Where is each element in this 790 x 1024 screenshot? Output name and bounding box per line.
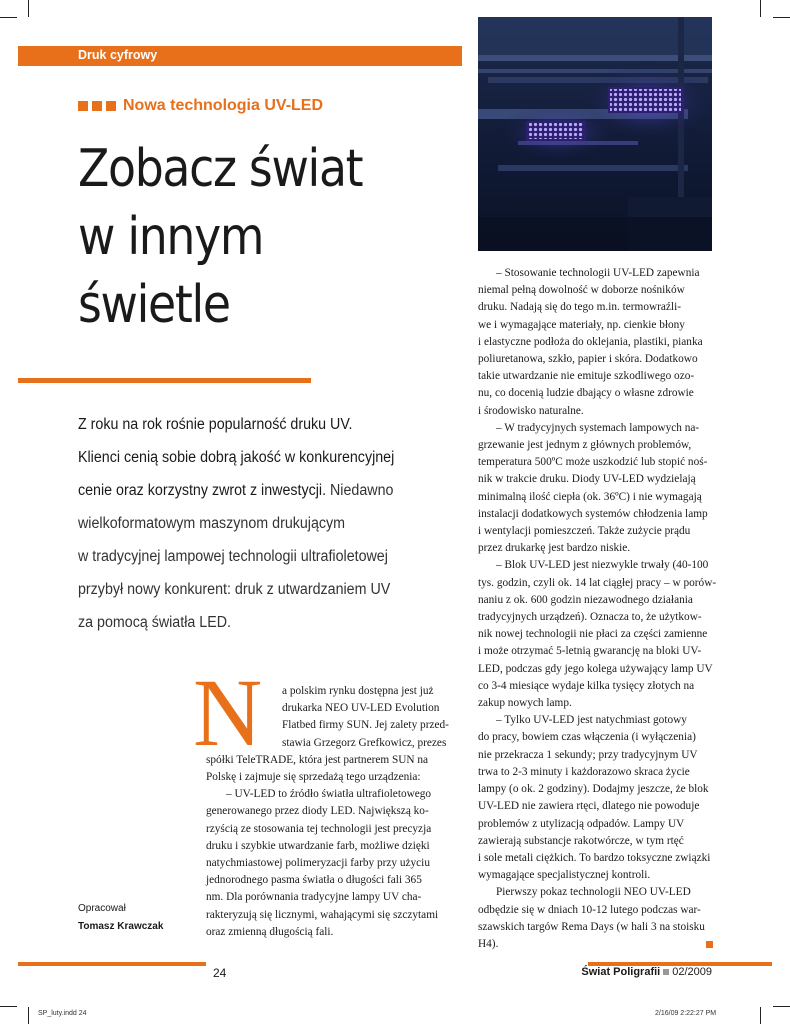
- body-line: grzewanie jest jednym z głównych problemów,: [478, 439, 692, 452]
- print-slug-date: 2/16/09 2:22:27 PM: [655, 1010, 717, 1017]
- body-line: Flatbed firmy SUN. Jej zalety przed-: [282, 719, 449, 732]
- lead-line: za pomocą światła LED.: [78, 614, 231, 631]
- body-line: nu, co docenią ludzie dbający o własne zdrowie: [478, 387, 694, 400]
- square-bullet-icon: [106, 101, 116, 111]
- author-name: Tomasz Krawczak: [78, 921, 164, 932]
- body-line: do pracy, bowiem czas włączenia (i wyłączenia): [478, 731, 696, 744]
- author-credit: [78, 900, 163, 936]
- crop-mark: [0, 17, 17, 18]
- body-line: druku i szybkie utwardzanie farb, możliwe dzięki: [206, 839, 430, 852]
- lead-line-part: Niedawno: [330, 482, 394, 499]
- article-lead: [78, 408, 428, 639]
- body-line: H4).: [478, 936, 713, 953]
- body-line: i środowisko naturalne.: [478, 404, 584, 417]
- kicker: [78, 95, 323, 117]
- body-line: tradycyjnych urządzeń). Oznacza to, że użytkow-: [478, 611, 702, 624]
- crop-mark: [773, 1006, 790, 1007]
- body-line: oraz zmienną długością fali.: [206, 925, 334, 938]
- body-line: Pierwszy pokaz technologii NEO UV-LED: [496, 886, 691, 899]
- body-line: LED, podczas gdy jego kolega używający lamp UV: [478, 662, 713, 675]
- square-bullet-icon: [78, 101, 88, 111]
- body-line: temperatura 500ºC może uszkodzić lub stopić noś-: [478, 456, 708, 469]
- kicker-text: Nowa technologia UV-LED: [123, 97, 324, 114]
- body-line: i elastyczne podłoża do oklejania, plastiki, pianka: [478, 335, 703, 348]
- body-line: zakup nowych lamp.: [478, 697, 572, 710]
- lead-line: w tradycyjnej lampowej technologii ultrafioletowej: [78, 548, 388, 565]
- body-line: natychmiastowej polimeryzacji farby przy użyciu: [206, 857, 430, 870]
- photo-illustration: [478, 17, 712, 251]
- crop-mark: [773, 17, 790, 18]
- body-line: spółki TeleTRADE, która jest partnerem SUN na: [206, 753, 429, 766]
- body-line: zawierają substancje rakotwórcze, w tym rtęć: [478, 834, 684, 847]
- uv-led-lamp-photo: [478, 17, 712, 251]
- body-line: Polskę i zajmuje się sprzedażą tego urządzenia:: [206, 771, 421, 784]
- crop-mark: [0, 1006, 17, 1007]
- drop-cap: N: [193, 659, 263, 766]
- body-line: drukarka NEO UV-LED Evolution: [282, 702, 440, 715]
- body-line: rakteryzują się licznymi, wahającymi się szczytami: [206, 908, 439, 921]
- body-line: nik w trakcie druku. Diody UV-LED wydzielają: [478, 473, 696, 486]
- footer-rule-left: [18, 962, 206, 966]
- body-line: – Blok UV-LED jest niezwykle trwały (40-100: [496, 559, 709, 572]
- body-line: – Stosowanie technologii UV-LED zapewnia: [496, 267, 700, 279]
- magazine-footer: [581, 966, 712, 978]
- body-line: we i wymagające materiały, np. cienkie błony: [478, 318, 685, 331]
- body-line: trwa to 2-3 minuty i każdorazowo skraca życie: [478, 765, 690, 778]
- end-of-article-icon: [706, 941, 713, 948]
- body-line: nm. Dla porównania tradycyjne lampy UV cha-: [206, 891, 422, 904]
- body-line: problemów z utylizacją odpadów. Lampy UV: [478, 817, 685, 830]
- title-line: Zobacz świat: [78, 139, 363, 199]
- lead-line-part: cenie oraz korzystny zwrot z inwestycji.: [78, 482, 327, 499]
- crop-mark: [760, 1007, 761, 1024]
- crop-mark: [760, 0, 761, 17]
- body-line: takie utwardzanie nie emituje szkodliwego ozo-: [478, 370, 695, 383]
- lead-line: Klienci cenią sobie dobrą jakość w konkurencyjnej: [78, 449, 395, 466]
- square-separator-icon: [663, 969, 669, 975]
- body-line: druku. Nadają się do tego m.in. termowraźli-: [478, 301, 681, 314]
- body-line: instalacji dodatkowych systemów chłodzenia lamp: [478, 507, 708, 520]
- lead-line: Z roku na rok rośnie popularność druku UV.: [78, 416, 353, 433]
- issue-number: 02/2009: [672, 966, 712, 978]
- lead-line: wielkoformatowym maszynom drukującym: [78, 515, 346, 532]
- body-line: nik nowej technologii nie płaci za części zamienne: [478, 628, 708, 641]
- body-line: UV-LED nie zawiera rtęci, dlatego nie powoduje: [478, 800, 700, 813]
- body-line: lampy (o ok. 2 godziny). Dodajmy jeszcze, że blok: [478, 783, 709, 796]
- body-line: nie przekracza 1 sekundy; przy tradycyjnym UV: [478, 748, 698, 761]
- author-label: Opracował: [78, 903, 126, 914]
- body-line: – W tradycyjnych systemach lampowych na-: [496, 421, 700, 434]
- square-bullet-icon: [92, 101, 102, 111]
- title-line: świetle: [78, 275, 230, 335]
- body-line: generowanego przez diody LED. Największą ko-: [206, 805, 429, 818]
- title-rule: [18, 378, 311, 383]
- body-column-middle: [206, 683, 449, 941]
- page-number: 24: [213, 966, 227, 980]
- crop-mark: [28, 0, 29, 17]
- body-column-right: [478, 265, 717, 953]
- crop-mark: [28, 1007, 29, 1024]
- body-line: poliuretanowa, szkło, papier i skóra. Dodatkowo: [478, 353, 698, 366]
- body-line: – UV-LED to źródło światła ultrafioletowego: [226, 788, 432, 801]
- body-line: i wentylacji pomieszczeń. Także zużycie prądu: [478, 525, 691, 538]
- body-line: przez drukarkę jest bardzo niskie.: [478, 542, 631, 555]
- article-title: [78, 135, 395, 339]
- body-line: i może otrzymać 5-letnią gwarancję na bloki UV-: [478, 645, 702, 658]
- lead-line: [78, 474, 428, 507]
- body-line: co 3-4 miesiące wydaje kilka tysięcy złotych na: [478, 679, 695, 692]
- body-line: minimalną ilość ciepła (ok. 36ºC) i nie wymagają: [478, 490, 702, 503]
- body-line: odbędzie się w dniach 10-12 lutego podczas war-: [478, 903, 701, 916]
- body-line: tys. godzin, czyli ok. 14 lat ciągłej pracy – w porów-: [478, 576, 717, 589]
- body-line: szawskich targów Rema Days (w hali 3 na stoisku: [478, 920, 705, 933]
- section-label: Druk cyfrowy: [78, 48, 158, 62]
- lead-line: przybył nowy konkurent: druk z utwardzaniem UV: [78, 581, 391, 598]
- title-line: w innym: [78, 207, 264, 267]
- body-line: niemal pełną dowolność w doborze nośników: [478, 284, 685, 297]
- print-slug-file: SP_luty.indd 24: [38, 1010, 87, 1017]
- magazine-name: Świat Poligrafii: [581, 966, 661, 978]
- section-band: [18, 46, 462, 66]
- body-line: i sole metali ciężkich. To bardzo toksyczne związki: [478, 851, 711, 864]
- body-line: – Tylko UV-LED jest natychmiast gotowy: [496, 714, 687, 727]
- body-line: a polskim rynku dostępna jest już: [282, 685, 434, 697]
- body-line: wymagające specjalistycznej kontroli.: [478, 869, 651, 882]
- body-line: rzyścią ze stosowania tej technologii jest precyzja: [206, 822, 432, 835]
- body-line: stawia Grzegorz Grefkowicz, prezes: [282, 736, 447, 749]
- body-line: jednorodnego pasma światła o długości fali 365: [206, 874, 422, 887]
- body-line: naniu z ok. 600 godzin niezawodnego działania: [478, 593, 693, 606]
